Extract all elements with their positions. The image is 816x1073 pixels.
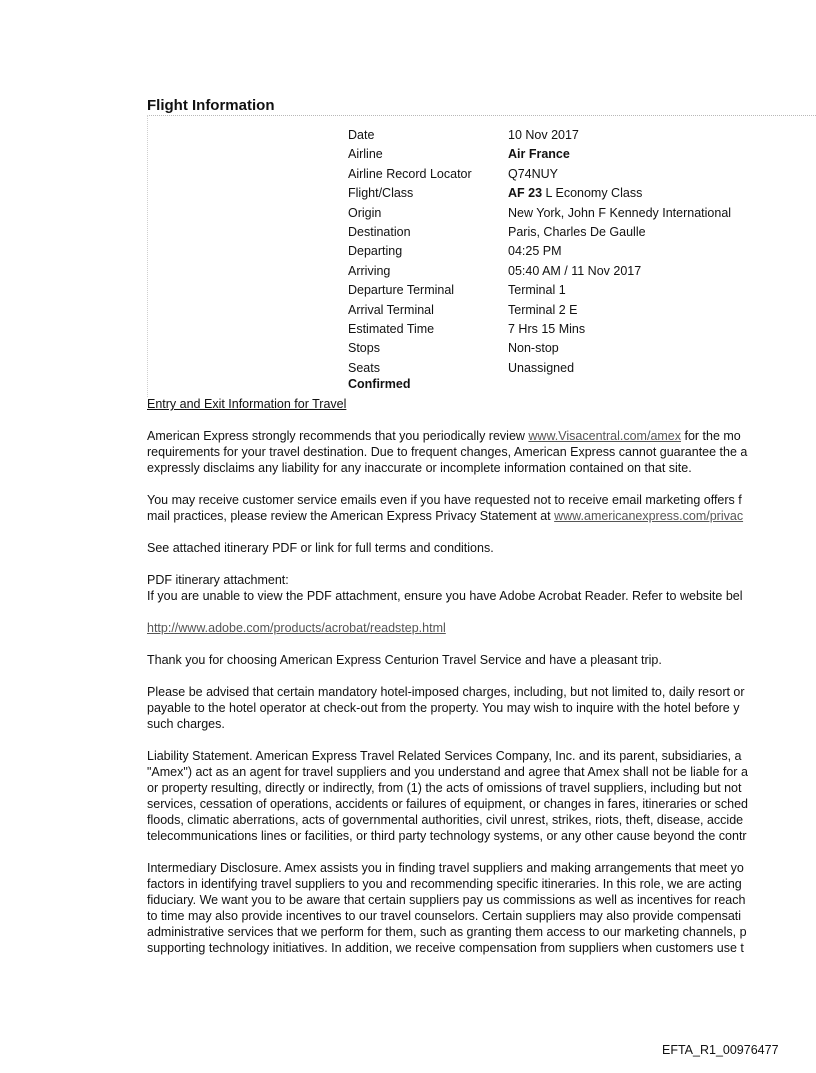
liability-text-6: telecommunications lines or facilities, or third party technology systems, or any other cause beyond the contr <box>147 829 747 843</box>
row-locator <box>348 165 731 184</box>
row-seats <box>348 359 731 378</box>
flight-number: AF 23 <box>508 186 543 201</box>
intermediary-text-5: administrative services that we perform for them, such as granting them access to our marketing channels, p <box>147 925 747 939</box>
section-left-border <box>147 115 148 397</box>
pdf-attachment-paragraph <box>147 572 816 604</box>
intermediary-paragraph <box>147 860 816 956</box>
airline-label: Airline <box>348 147 383 162</box>
arrival-terminal-label: Arrival Terminal <box>348 302 434 317</box>
row-estimated-time <box>348 320 731 339</box>
intermediary-text-3: fiduciary. We want you to be aware that certain suppliers pay us commissions as well as incentives for reach <box>147 893 746 907</box>
email-text-2: mail practices, please review the American Express Privacy Statement at <box>147 509 555 523</box>
estimated-time-label: Estimated Time <box>348 321 435 336</box>
pdf-text-1: PDF itinerary attachment: <box>147 573 289 587</box>
flight-class-value <box>508 184 642 203</box>
airline-value <box>508 145 570 164</box>
seats-value: Unassigned <box>508 360 575 375</box>
row-departing <box>348 242 731 261</box>
row-flight-class <box>348 184 731 203</box>
row-destination <box>348 223 731 242</box>
visacentral-link[interactable]: www.Visacentral.com/amex <box>528 429 682 443</box>
row-origin <box>348 204 731 223</box>
hotel-charges-paragraph <box>147 684 816 732</box>
intermediary-text-4: to time may also provide incentives to our travel counselors. Certain suppliers may also provide compensati <box>147 909 742 923</box>
origin-label: Origin <box>348 205 382 220</box>
section-divider <box>147 115 816 116</box>
hotel-text-2: payable to the hotel operator at check-out from the property. You may wish to inquire with the hotel before y <box>147 701 740 715</box>
booking-status: Confirmed <box>348 377 411 391</box>
date-label: Date <box>348 128 375 142</box>
liability-text-4: services, cessation of operations, accidents or failures of equipment, or changes in fares, itineraries or sched <box>147 797 749 811</box>
visa-text-4: expressly disclaims any liability for any inaccurate or incomplete information contained on that site. <box>147 461 692 475</box>
thank-you-paragraph: Thank you for choosing American Express Centurion Travel Service and have a pleasant trip. <box>147 653 662 667</box>
origin-value: New York, John F Kennedy International <box>508 205 732 220</box>
row-departure-terminal <box>348 281 731 300</box>
email-paragraph <box>147 492 816 524</box>
intermediary-text-6: supporting technology initiatives. In addition, we receive compensation from suppliers when customers use t <box>147 941 744 955</box>
liability-text-1: Liability Statement. American Express Travel Related Services Company, Inc. and its parent, subsidiaries, a <box>147 749 742 763</box>
liability-text-3: or property resulting, directly or indirectly, from (1) the acts of omissions of travel suppliers, including but not <box>147 781 742 795</box>
stops-value: Non-stop <box>508 341 559 356</box>
section-title: Flight Information <box>147 97 275 114</box>
hotel-text-3: such charges. <box>147 717 225 731</box>
locator-label: Airline Record Locator <box>348 166 472 181</box>
terms-content <box>147 396 816 972</box>
entry-exit-info-link[interactable]: Entry and Exit Information for Travel <box>147 397 347 411</box>
destination-label: Destination <box>348 224 411 239</box>
departing-label: Departing <box>348 244 403 259</box>
adobe-reader-link[interactable]: http://www.adobe.com/products/acrobat/readstep.html <box>147 621 446 635</box>
visa-paragraph <box>147 428 816 476</box>
row-airline <box>348 145 731 164</box>
stops-label: Stops <box>348 341 380 356</box>
departing-value: 04:25 PM <box>508 244 562 259</box>
row-arrival-terminal <box>348 301 731 320</box>
visa-text-2: for the mo <box>681 429 741 443</box>
pdf-text-2: If you are unable to view the PDF attachment, ensure you have Adobe Acrobat Reader. Refer to website bel <box>147 589 743 603</box>
destination-value: Paris, Charles De Gaulle <box>508 224 646 239</box>
intermediary-text-2: factors in identifying travel suppliers to you and recommending specific itineraries. In this role, we are acting <box>147 877 742 891</box>
liability-paragraph <box>147 748 816 844</box>
flight-class-label: Flight/Class <box>348 186 414 201</box>
arrival-terminal-value: Terminal 2 E <box>508 302 578 317</box>
liability-text-5: floods, climatic aberrations, acts of governmental authorities, civil unrest, strikes, riots, theft, disease, accide <box>147 813 744 827</box>
arriving-label: Arriving <box>348 263 391 278</box>
flight-class-text: L Economy Class <box>542 186 643 201</box>
seats-label: Seats <box>348 360 380 375</box>
locator-value: Q74NUY <box>508 166 559 181</box>
liability-text-2: "Amex") act as an agent for travel suppliers and you understand and agree that Amex shall not be liable for a <box>147 765 748 779</box>
departure-terminal-value: Terminal 1 <box>508 283 566 298</box>
arriving-value: 05:40 AM / 11 Nov 2017 <box>508 263 642 278</box>
pdf-terms-paragraph: See attached itinerary PDF or link for full terms and conditions. <box>147 541 494 555</box>
departure-terminal-label: Departure Terminal <box>348 283 455 298</box>
estimated-time-value: 7 Hrs 15 Mins <box>508 321 586 336</box>
date-value: 10 Nov 2017 <box>508 128 579 142</box>
email-text-1: You may receive customer service emails even if you have requested not to receive email marketing offers f <box>147 493 742 507</box>
row-stops <box>348 339 731 358</box>
flight-info-table <box>348 126 731 378</box>
airline-name: Air France <box>508 147 570 162</box>
visa-text-1: American Express strongly recommends that you periodically review <box>147 429 529 443</box>
hotel-text-1: Please be advised that certain mandatory hotel-imposed charges, including, but not limited to, daily resort or <box>147 685 745 699</box>
document-id: EFTA_R1_00976477 <box>662 1043 779 1057</box>
intermediary-text-1: Intermediary Disclosure. Amex assists you in finding travel suppliers and making arrangements that meet yo <box>147 861 744 875</box>
row-arriving <box>348 262 731 281</box>
privacy-link[interactable]: www.americanexpress.com/privac <box>554 509 744 523</box>
row-date <box>348 126 731 145</box>
visa-text-3: requirements for your travel destination. Due to frequent changes, American Express cannot guarantee the a <box>147 445 748 459</box>
